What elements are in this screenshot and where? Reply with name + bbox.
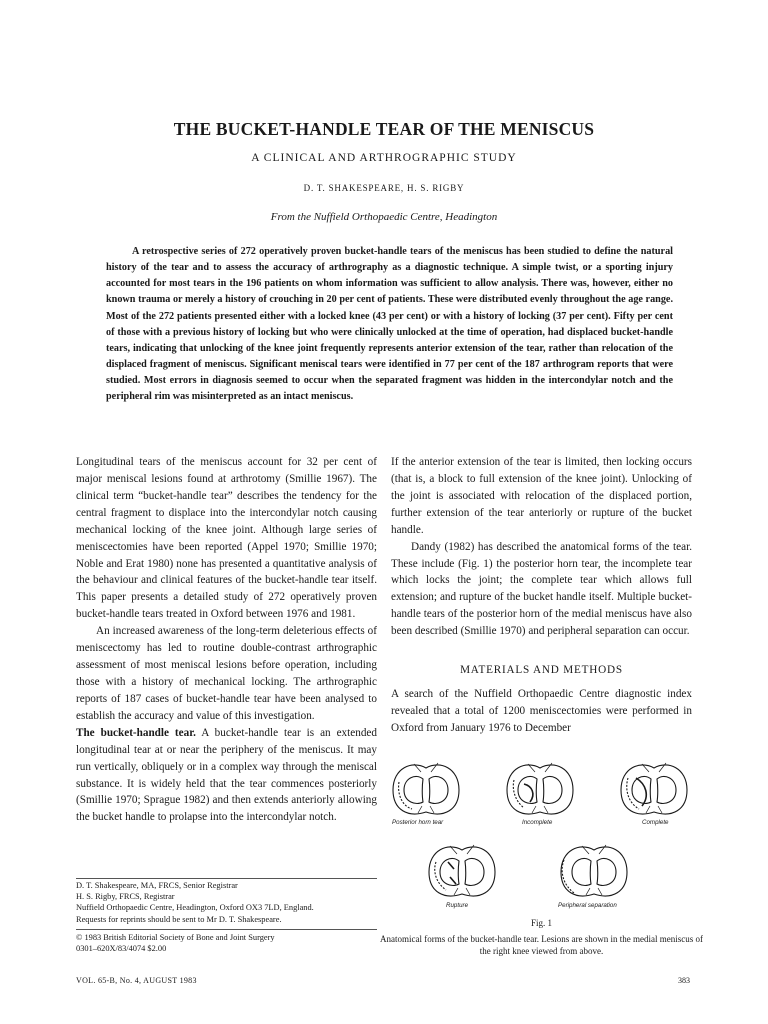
meniscus-peripheral-separation bbox=[561, 845, 627, 896]
locking-paragraph: If the anterior extension of the tear is limited, then locking occurs (that is, a block to full extension of the knee joint). Unlocking of the joint is associated with relocation of the displaced portion, further extension of the tear anteriorly or rupture of the bucket handle. bbox=[391, 456, 692, 536]
journal-footer: VOL. 65-B, No. 4, AUGUST 1983 bbox=[76, 976, 197, 985]
footnote-reprints: Requests for reprints should be sent to Mr D. T. Shakespeare. bbox=[76, 914, 282, 924]
bucket-handle-text: A bucket-handle tear is an extended longitudinal tear at or near the periphery of the meniscus. It may run vertically, obliquely or in a complex way through the meniscal substance. It is widely held that the tear commences posteriorly (Smillie 1970; Sprague 1982) and then extends anteriorly allowing the bucket handle to prolapse into the intercondylar notch. bbox=[76, 726, 377, 824]
dandy-paragraph: Dandy (1982) has described the anatomical forms of the tear. These include (Fig. 1) the posterior horn tear, the incomplete tear which locks the joint; the complete tear which allows full extension; and rupture of the bucket handle itself. Multiple bucket-handle tears of the posterior horn of the medial meniscus have also been described (Smillie 1970) and peripheral separation can occur. bbox=[391, 540, 692, 638]
footnote-divider bbox=[76, 878, 377, 879]
meniscus-complete-tear bbox=[621, 763, 687, 814]
figure-drawing bbox=[380, 754, 700, 916]
arthrography-paragraph: An increased awareness of the long-term deleterious effects of meniscectomy has led to routine double-contrast arthrographic assessment of most meniscal lesions before operation, including those with a history of mechanical locking. The arthrographic reports of 187 cases of bucket-handle tear have been analysed to establish the accuracy and value of this investigation. bbox=[76, 625, 377, 722]
copyright-line: © 1983 British Editorial Society of Bone and Joint Surgery bbox=[76, 933, 275, 942]
panel-label-rupture: Rupture bbox=[446, 902, 469, 909]
right-column bbox=[391, 454, 692, 640]
affiliation: From the Nuffield Orthopaedic Centre, Headington bbox=[270, 211, 498, 223]
methods-paragraph: A search of the Nuffield Orthopaedic Centre diagnostic index revealed that a total of 1200 meniscectomies were performed in Oxford from January 1976 to December bbox=[391, 688, 692, 734]
left-column bbox=[76, 454, 377, 826]
paper-subtitle: A CLINICAL AND ARTHROGRAPHIC STUDY bbox=[251, 152, 517, 164]
panel-label-complete: Complete bbox=[642, 819, 669, 826]
section-heading: MATERIALS AND METHODS bbox=[460, 664, 623, 676]
copyright-divider bbox=[76, 929, 377, 930]
page-number: 383 bbox=[678, 976, 690, 985]
runin-heading: The bucket-handle tear. bbox=[76, 726, 196, 739]
author-footnotes bbox=[76, 880, 377, 925]
figure-label: Fig. 1 bbox=[530, 918, 552, 928]
article-code: 0301–620X/83/4074 $2.00 bbox=[76, 944, 167, 954]
figure-caption: Anatomical forms of the bucket-handle tear. Lesions are shown in the medial meniscus of the right knee viewed from above. bbox=[380, 934, 703, 956]
paper-title: THE BUCKET-HANDLE TEAR OF THE MENISCUS bbox=[173, 119, 595, 139]
authors: D. T. SHAKESPEARE, H. S. RIGBY bbox=[303, 183, 465, 193]
panel-label-incomplete: Incomplete bbox=[522, 819, 553, 826]
panel-label-posterior-horn: Posterior horn tear bbox=[392, 819, 444, 826]
panel-label-peripheral-separation: Peripheral separation bbox=[558, 902, 617, 909]
meniscus-posterior-horn-tear bbox=[393, 763, 459, 814]
abstract: A retrospective series of 272 operatively proven bucket-handle tears of the meniscus has been studied to define the natural history of the tear and to assess the accuracy of arthrography as a diagnostic technique. A simple twist, or a sporting injury accounted for most tears in the 196 patients on whom information was sufficient to allow analysis. There was, however, either no known trauma or merely a history of crouching in 20 per cent of patients. These were distributed evenly throughout the age range. Most of the 272 patients presented either with a locked knee (43 per cent) or with a history of locking (37 per cent). Fifty per cent of those with a previous history of locking but who were clinically unlocked at the time of operation, had displaced bucket-handle tears, indicating that unlocking of the knee joint frequently represents anterior extension of the tear, rather than relocation of the displaced fragment of meniscus. Significant meniscal tears were identified in 77 per cent of the 187 arthrogram reports that were studied. Most errors in diagnosis seemed to occur when the separated fragment was hidden in the intercondylar notch and the peripheral rim was misinterpreted as an intact meniscus. bbox=[106, 246, 673, 403]
meniscus-incomplete-tear bbox=[507, 763, 573, 814]
figure-1 bbox=[380, 754, 700, 916]
copyright-block bbox=[76, 932, 377, 954]
footnote-address: Nuffield Orthopaedic Centre, Headington, Oxford OX3 7LD, England. bbox=[76, 903, 314, 913]
meniscus-rupture bbox=[429, 845, 495, 896]
footnote-author2: H. S. Rigby, FRCS, Registrar bbox=[76, 892, 175, 902]
footnote-author1: D. T. Shakespeare, MA, FRCS, Senior Registrar bbox=[76, 881, 238, 890]
intro-paragraph: Longitudinal tears of the meniscus account for 32 per cent of major meniscal lesions found at arthrotomy (Smillie 1967). The clinical term “bucket-handle tear” describes the tendency for the central fragment to displace into the intercondylar notch causing mechanical locking of the knee joint. Although large series of meniscectomies have been reported (Appel 1970; Smillie 1970; Noble and Erat 1980) none has presented a quantitative analysis of the behaviour and clinical features of the bucket-handle tear itself. This paper presents a detailed study of 272 operatively proven bucket-handle tears treated in Oxford between 1976 and 1981. bbox=[76, 456, 377, 621]
bucket-handle-paragraph bbox=[76, 725, 377, 827]
